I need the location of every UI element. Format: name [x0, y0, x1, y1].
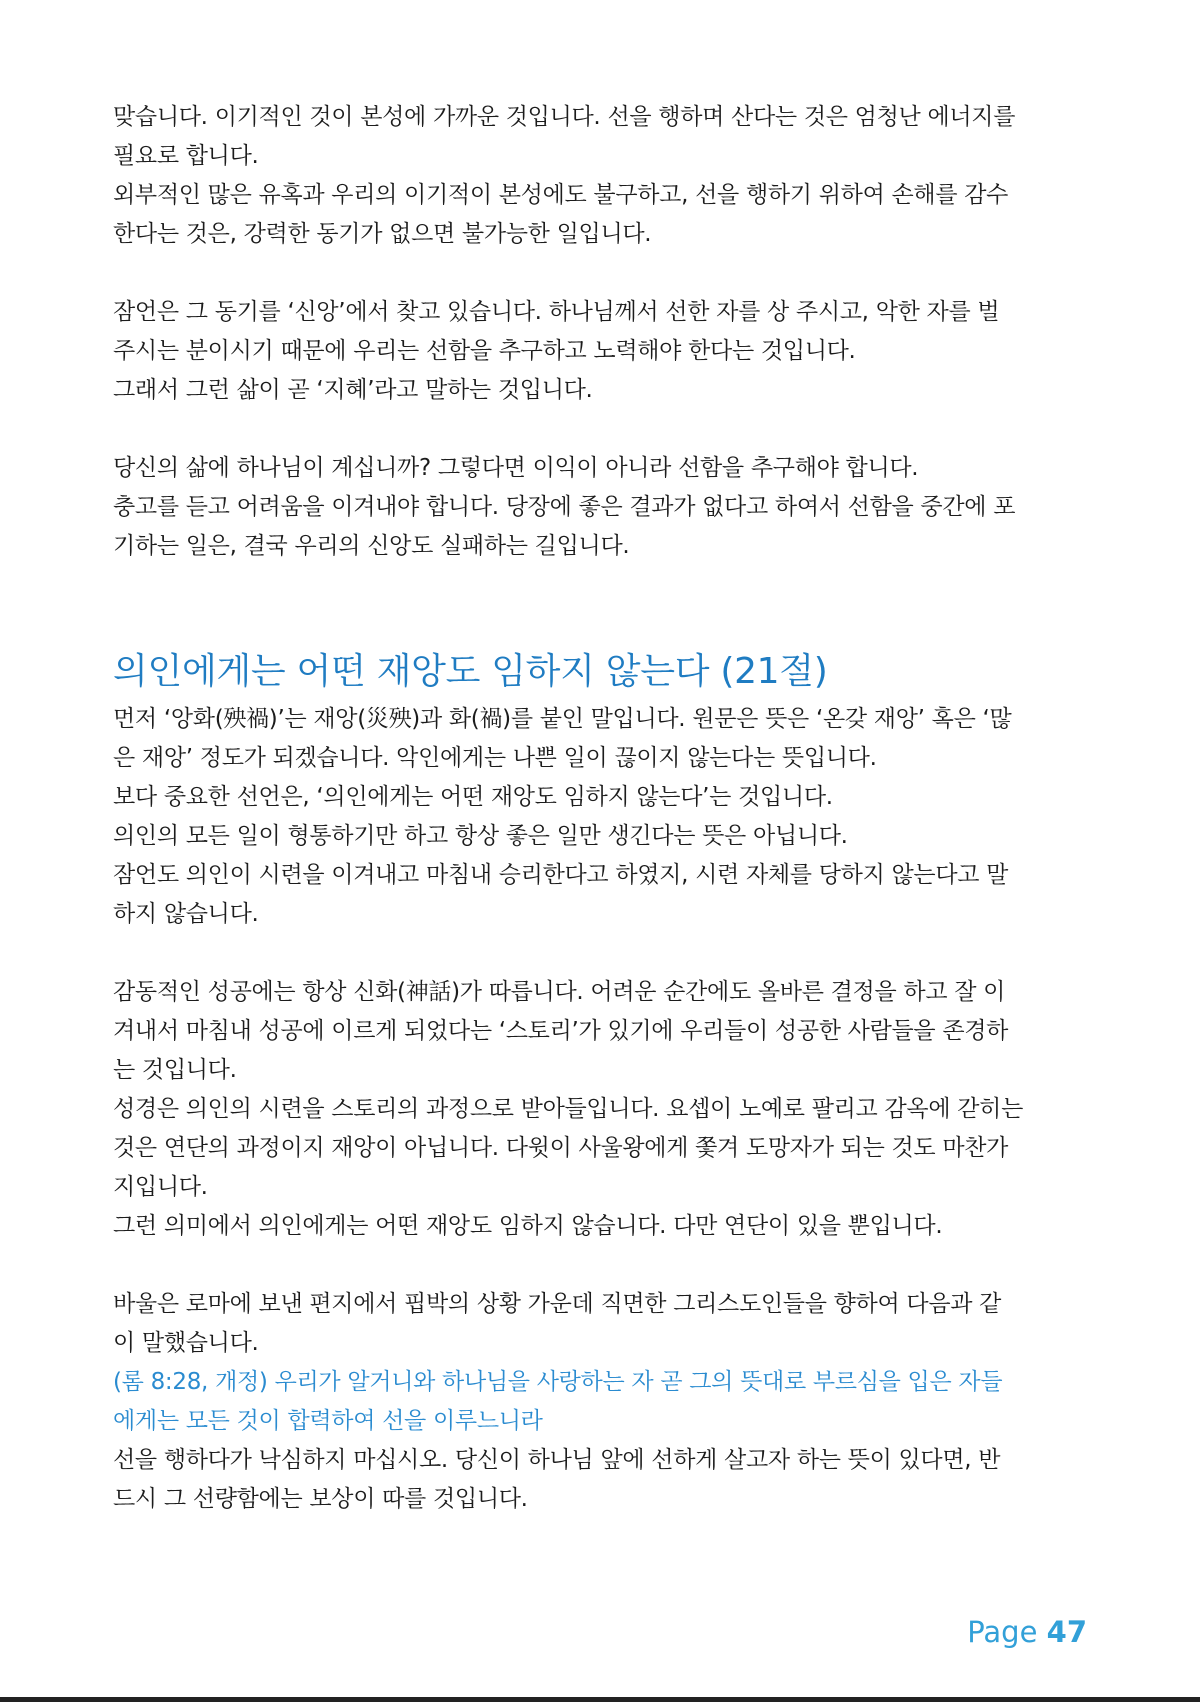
text-line: 당신의 삶에 하나님이 계십니까? 그렇다면 이익이 아니라 선함을 추구해야 합니다.	[113, 455, 919, 481]
scripture-quote-line: (롬 8:28, 개정) 우리가 알거니와 하나님을 사랑하는 자 곧 그의 뜻대로 부르심을 입은 자들	[113, 1369, 1003, 1395]
text-line: 는 것입니다.	[113, 1057, 237, 1083]
text-line: 성경은 의인의 시련을 스토리의 과정으로 받아들입니다. 요셉이 노예로 팔리고 감옥에 갇히는	[113, 1096, 1024, 1122]
text-line: 기하는 일은, 결국 우리의 신앙도 실패하는 길입니다.	[113, 533, 630, 559]
text-line: 한다는 것은, 강력한 동기가 없으면 불가능한 일입니다.	[113, 221, 652, 247]
scripture-quote-line: 에게는 모든 것이 합력하여 선을 이루느니라	[113, 1408, 543, 1434]
section-spacer	[113, 566, 1093, 644]
text-line: 드시 그 선량함에는 보상이 따를 것입니다.	[113, 1486, 528, 1512]
text-line: 그래서 그런 삶이 곧 ‘지혜’라고 말하는 것입니다.	[113, 377, 593, 403]
page-number	[967, 1612, 1087, 1652]
text-line: 은 재앙’ 정도가 되겠습니다. 악인에게는 나쁜 일이 끊이지 않는다는 뜻입니다.	[113, 745, 877, 771]
page-content	[113, 98, 1093, 1519]
paragraph-success-story	[113, 973, 1093, 1246]
text-line: 주시는 분이시기 때문에 우리는 선함을 추구하고 노력해야 한다는 것입니다.	[113, 338, 856, 364]
paragraph-faith-motive	[113, 293, 1093, 410]
text-line: 충고를 듣고 어려움을 이겨내야 합니다. 당장에 좋은 결과가 없다고 하여서 선함을 중간에 포	[113, 494, 1016, 520]
text-line: 바울은 로마에 보낸 편지에서 핍박의 상황 가운데 직면한 그리스도인들을 향하여 다음과 같	[113, 1291, 1002, 1317]
paragraph-selfish-nature	[113, 98, 1093, 254]
paragraph-spacer	[113, 254, 1093, 293]
text-line: 잠언도 의인이 시련을 이겨내고 마침내 승리한다고 하였지, 시련 자체를 당하지 않는다고 말	[113, 862, 1009, 888]
text-line: 감동적인 성공에는 항상 신화(神話)가 따릅니다. 어려운 순간에도 올바른 결정을 하고 잘 이	[113, 979, 1006, 1005]
section-heading: 의인에게는 어떤 재앙도 임하지 않는다 (21절)	[113, 651, 828, 692]
text-line: 맞습니다. 이기적인 것이 본성에 가까운 것입니다. 선을 행하며 산다는 것은 엄청난 에너지를	[113, 104, 1016, 130]
paragraph-pursue-goodness	[113, 449, 1093, 566]
text-line: 겨내서 마침내 성공에 이르게 되었다는 ‘스토리’가 있기에 우리들이 성공한 사람들을 존경하	[113, 1018, 1009, 1044]
page-label: Page	[967, 1615, 1038, 1649]
paragraph-calamity-meaning	[113, 700, 1093, 934]
page-number-value: 47	[1046, 1615, 1087, 1649]
text-line: 것은 연단의 과정이지 재앙이 아닙니다. 다윗이 사울왕에게 쫓겨 도망자가 되는 것도 마찬가	[113, 1135, 1009, 1161]
paragraph-spacer	[113, 1246, 1093, 1285]
text-line: 보다 중요한 선언은, ‘의인에게는 어떤 재앙도 임하지 않는다’는 것입니다.	[113, 784, 833, 810]
text-line: 필요로 합니다.	[113, 143, 259, 169]
text-line: 선을 행하다가 낙심하지 마십시오. 당신이 하나님 앞에 선하게 살고자 하는 뜻이 있다면, 반	[113, 1447, 1001, 1473]
bottom-rule	[0, 1697, 1200, 1702]
text-line: 지입니다.	[113, 1174, 208, 1200]
paragraph-spacer	[113, 934, 1093, 973]
text-line: 먼저 ‘앙화(殃禍)’는 재앙(災殃)과 화(禍)를 붙인 말입니다. 원문은 뜻은 ‘온갖 재앙’ 혹은 ‘많	[113, 706, 1012, 732]
text-line: 잠언은 그 동기를 ‘신앙’에서 찾고 있습니다. 하나님께서 선한 자를 상 주시고, 악한 자를 벌	[113, 299, 1000, 325]
text-line: 의인의 모든 일이 형통하기만 하고 항상 좋은 일만 생긴다는 뜻은 아닙니다.	[113, 823, 848, 849]
text-line: 그런 의미에서 의인에게는 어떤 재앙도 임하지 않습니다. 다만 연단이 있을 뿐입니다.	[113, 1213, 943, 1239]
paragraph-spacer	[113, 410, 1093, 449]
text-line: 이 말했습니다.	[113, 1330, 259, 1356]
paragraph-paul-letter	[113, 1285, 1093, 1519]
text-line: 외부적인 많은 유혹과 우리의 이기적이 본성에도 불구하고, 선을 행하기 위하여 손해를 감수	[113, 182, 1009, 208]
text-line: 하지 않습니다.	[113, 901, 259, 927]
